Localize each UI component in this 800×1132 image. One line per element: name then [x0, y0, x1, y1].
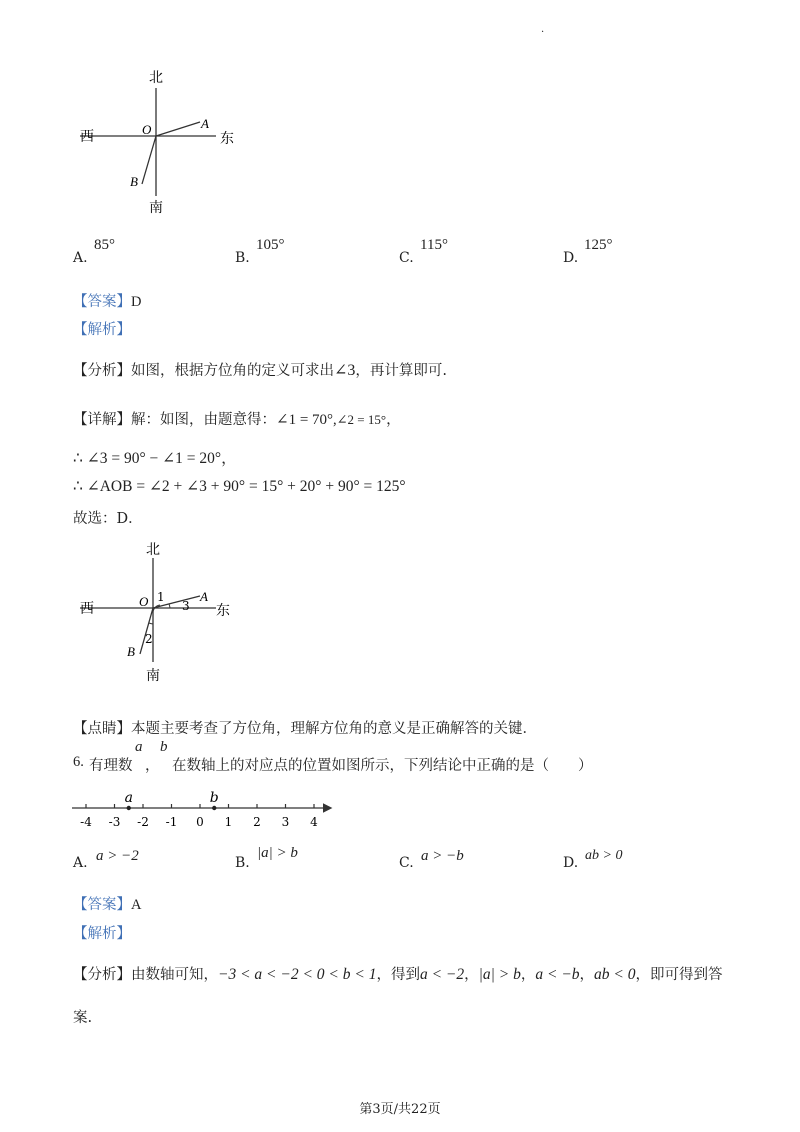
q5-option-a-value: 85°: [94, 237, 115, 253]
tick-label: -2: [137, 815, 149, 829]
q6-comma: ，: [145, 758, 160, 774]
q6-stem-2: 在数轴上的对应点的位置如图所示，下列结论中正确的是（ ）: [172, 758, 593, 774]
label-east: 东: [220, 131, 234, 147]
label-b: B: [127, 644, 135, 659]
label-a: A: [201, 116, 209, 131]
q5-step2: ∴ ∠AOB = ∠2 + ∠3 + 90° = 15° + 20° + 90° = 125°: [73, 478, 406, 495]
q5-xiangjie-text: 解：如图，由题意得：: [131, 412, 276, 428]
q6-fenxi-text1: 由数轴可知，: [131, 967, 218, 983]
numberline-point-a: [127, 806, 131, 810]
q5-fenxi-tag: 【分析】: [73, 363, 131, 379]
q5-xiangjie-tag: 【详解】: [73, 412, 131, 428]
q6-fenxi-text2: ，得到: [376, 967, 420, 983]
angle-label-1: 1: [157, 590, 165, 604]
tick-label: -4: [80, 815, 92, 829]
q6-fenxi-math5: ab < 0: [594, 966, 636, 983]
q6-fenxi-c1: ，: [464, 967, 479, 983]
q6-option-a-label: A.: [73, 855, 88, 871]
q6-option-d-value: ab > 0: [585, 848, 623, 863]
q6-analysis-tag: 【解析】: [73, 926, 131, 942]
q5-fenxi-math: ∠3: [334, 362, 356, 379]
angle-label-3: 3: [182, 599, 190, 613]
label-south: 南: [146, 668, 160, 684]
q6-number: 6.: [73, 754, 84, 770]
q6-option-b-value: |a| > b: [257, 845, 298, 861]
q6-fenxi-math3: |a| > b: [478, 966, 521, 983]
q6-option-c-label: C.: [399, 855, 414, 871]
q5-dianjing-line: [73, 717, 537, 738]
q6-fenxi-text4: 案.: [73, 1010, 93, 1026]
q6-option-a-value: a > −2: [96, 848, 139, 864]
q5-xiangjie-line: [73, 408, 401, 429]
q5-fenxi-line: [73, 359, 447, 380]
q5-choice: 故选：D．: [73, 511, 143, 527]
q6-var-b: b: [160, 739, 168, 755]
tick-label: 4: [310, 815, 318, 829]
top-mark: .: [541, 24, 545, 35]
ray-ob: [142, 136, 156, 184]
q5-xiangjie-end: ，: [386, 412, 401, 428]
q6-answer: A: [131, 897, 142, 913]
q5-option-b-label: B.: [235, 250, 250, 266]
q5-xiangjie-math1: ∠1 = 70°: [276, 412, 334, 428]
q5-option-c-label: C.: [399, 250, 414, 266]
angle-label-2: 2: [145, 632, 153, 646]
q6-option-d-label: D.: [563, 855, 579, 871]
label-south: 南: [149, 200, 163, 216]
q5-fenxi-text: 如图，根据方位角的定义可求出: [131, 363, 334, 379]
q6-answer-line: [73, 893, 141, 914]
q6-fenxi-line: [73, 963, 723, 984]
q5-option-a-label: A.: [73, 250, 88, 266]
q5-dianjing-tag: 【点睛】: [73, 721, 131, 737]
q5-xiangjie-math2: ∠2 = 15°: [336, 412, 387, 427]
q6-answer-tag: 【答案】: [73, 897, 131, 913]
q5-dianjing-text: 本题主要考查了方位角，理解方位角的意义是正确解答的关键．: [131, 721, 537, 737]
label-north: 北: [146, 542, 160, 558]
q6-fenxi-text3: ，即可得到答: [635, 967, 723, 983]
q5-option-b-value: 105°: [256, 237, 285, 253]
q6-option-c-value: a > −b: [421, 848, 464, 864]
q6-var-a: a: [135, 739, 143, 755]
tick-label: 1: [224, 815, 233, 829]
label-west: 西: [80, 129, 94, 145]
numberline-point-a-label: a: [124, 790, 133, 806]
label-a: A: [200, 589, 208, 604]
tick-label: -1: [165, 815, 178, 829]
tick-label: 0: [196, 815, 204, 829]
label-north: 北: [149, 70, 163, 86]
q5-answer-line: [73, 290, 141, 311]
numberline-point-b: [212, 806, 216, 810]
label-west: 西: [80, 601, 94, 617]
ray-ob: [140, 608, 153, 654]
q5-fenxi-tail: ，再计算即可.: [355, 363, 448, 379]
tick-label: 2: [253, 815, 261, 829]
direction-figure-1: [70, 66, 250, 226]
label-o: O: [142, 122, 152, 137]
label-b: B: [130, 174, 138, 189]
q6-number-line: [66, 786, 346, 834]
ray-oa: [156, 122, 200, 136]
q6-fenxi-math4: a < −b: [535, 966, 580, 983]
numberline-point-b-label: b: [209, 790, 219, 806]
tick-label: 3: [281, 815, 290, 829]
page-footer: 第3页/共22页: [359, 1102, 441, 1117]
tick-label: -3: [108, 815, 121, 829]
q6-fenxi-c3: ，: [579, 967, 595, 983]
q6-option-b-label: B.: [235, 855, 250, 871]
q5-xiangjie-sep: ,: [333, 412, 337, 428]
q6-fenxi-math1: −3 < a < −2 < 0 < b < 1: [218, 966, 377, 983]
q5-option-d-label: D.: [563, 250, 579, 266]
label-east: 东: [216, 603, 230, 619]
label-o: O: [139, 594, 149, 609]
q5-answer-tag: 【答案】: [73, 294, 131, 310]
q5-answer: D: [131, 294, 142, 310]
q6-stem-1: 有理数: [89, 758, 133, 774]
q6-fenxi-math2: a < −2: [419, 966, 465, 983]
q5-analysis-tag: 【解析】: [73, 322, 131, 338]
direction-figure-2: [70, 538, 250, 690]
q5-option-d-value: 125°: [584, 237, 613, 253]
q5-step1: ∴ ∠3 = 90° − ∠1 = 20°，: [73, 450, 237, 467]
q5-option-c-value: 115°: [420, 237, 448, 253]
q6-fenxi-c2: ，: [520, 967, 536, 983]
q6-fenxi-tag: 【分析】: [73, 967, 131, 983]
